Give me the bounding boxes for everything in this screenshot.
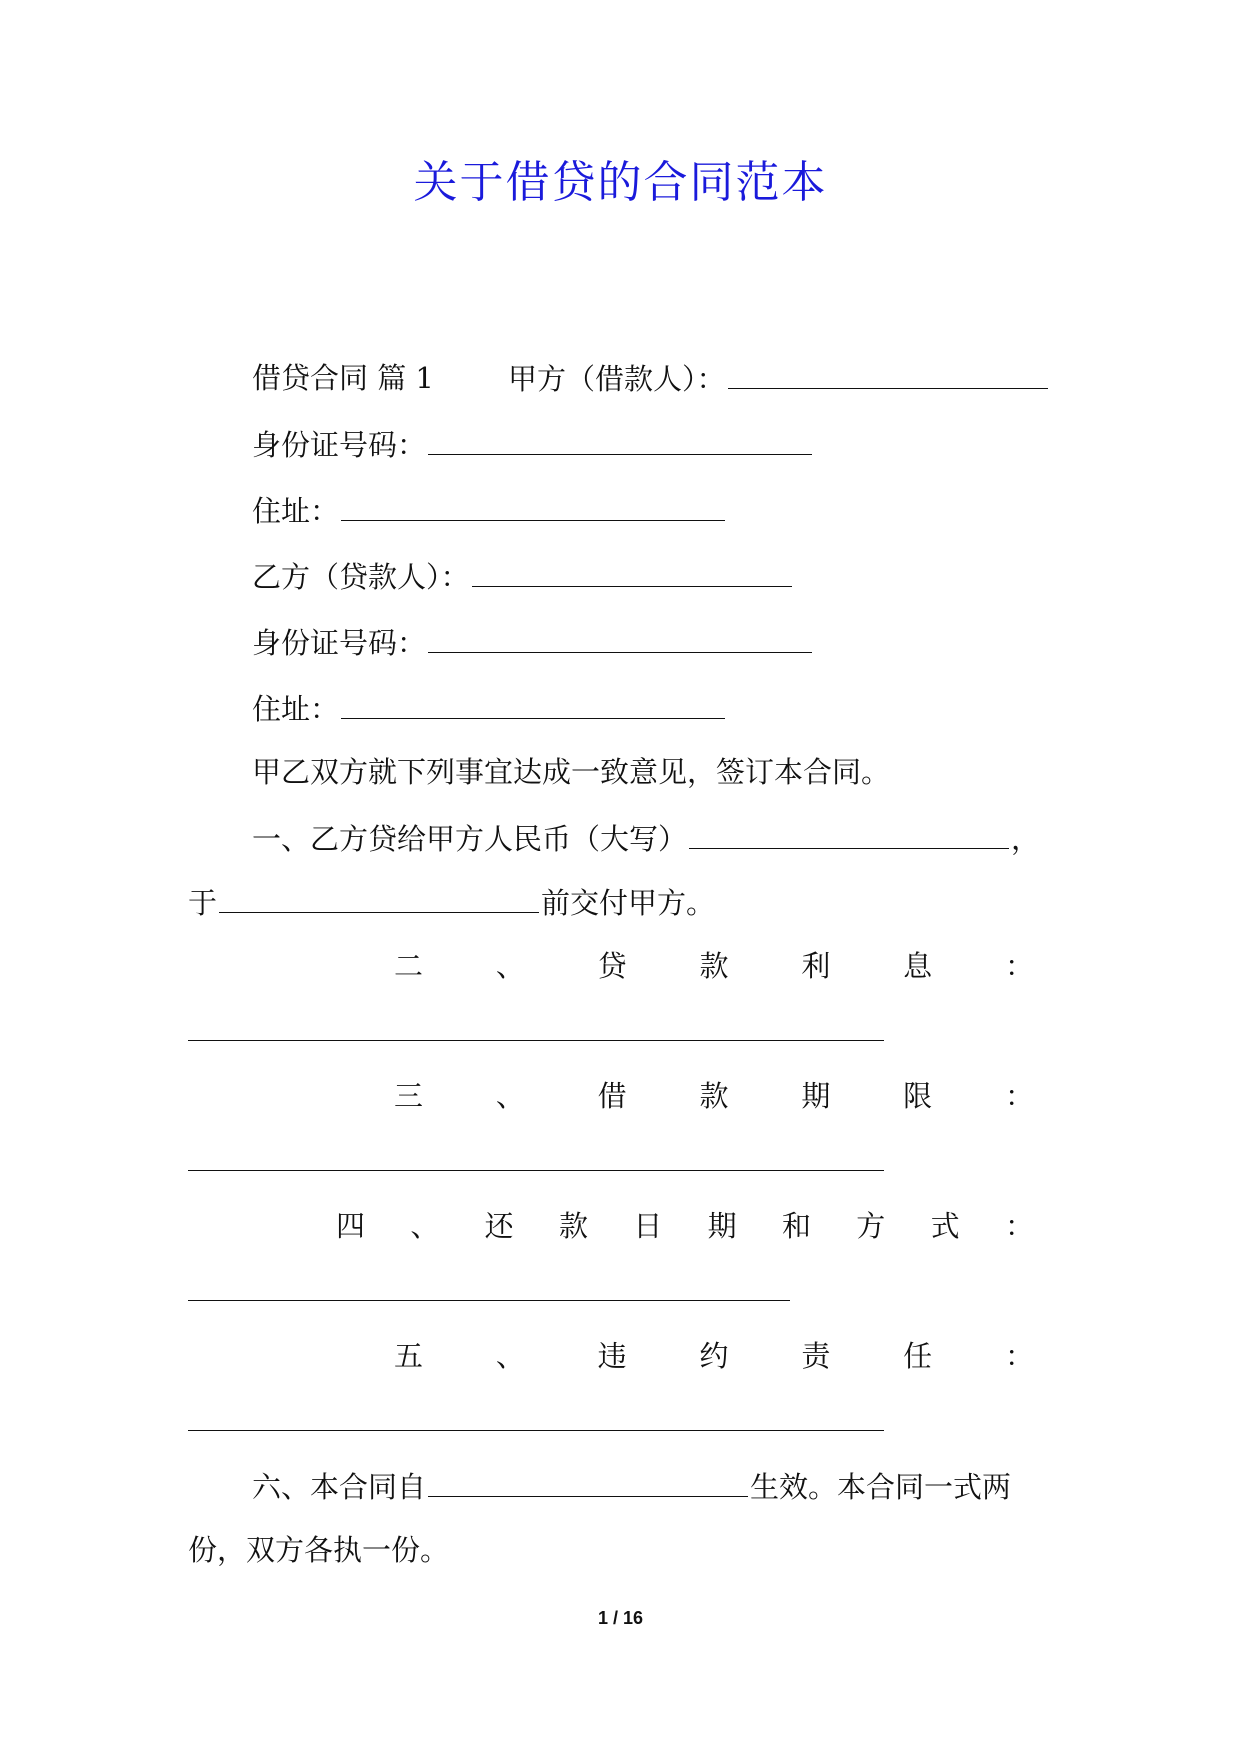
clause-1-text: 一、乙方贷给甲方人民币（大写）	[252, 822, 688, 856]
clause-char: 、	[495, 949, 525, 983]
clause-char: 、	[495, 1339, 525, 1373]
clause-char: 、	[495, 1079, 525, 1113]
interest-field[interactable]	[188, 1040, 884, 1041]
clause-char: ：	[1004, 1209, 1034, 1243]
clause-6-continued: 份，双方各执一份。	[188, 1533, 450, 1567]
page-indicator: 1 / 16	[597, 1608, 644, 1628]
clause-char: 借	[597, 1079, 627, 1113]
clause-char: 三	[394, 1079, 424, 1113]
clause-char: 式	[930, 1209, 960, 1243]
party-b-line	[252, 556, 794, 597]
effective-date-field[interactable]	[428, 1466, 748, 1497]
clause-char: 违	[597, 1339, 627, 1373]
party-b-id-field[interactable]	[428, 622, 812, 653]
clause-char: 日	[633, 1209, 663, 1243]
clause-char: 方	[856, 1209, 886, 1243]
clause-char: 任	[903, 1339, 933, 1373]
clause-char: 和	[781, 1209, 811, 1243]
party-a-address-field[interactable]	[341, 490, 725, 521]
party-a-name-field[interactable]	[728, 358, 1048, 389]
clause-char: 责	[801, 1339, 831, 1373]
clause-char: ：	[1004, 1339, 1034, 1373]
clause-2-heading	[394, 946, 1034, 986]
clause-char: 约	[699, 1339, 729, 1373]
party-b-name-field[interactable]	[472, 556, 792, 587]
party-a-label: 甲方（借款人）：	[508, 362, 726, 396]
agreement-statement: 甲乙双方就下列事宜达成一致意见，签订本合同。	[252, 755, 891, 789]
party-b-id-label: 身份证号码：	[252, 626, 427, 660]
clause-char: 五	[394, 1339, 424, 1373]
clause-char: ：	[1004, 1079, 1034, 1113]
party-a-line	[252, 358, 434, 398]
clause-1-line	[252, 818, 1040, 859]
clause-char: 款	[699, 1079, 729, 1113]
party-a-label-line	[508, 358, 1050, 399]
clause-char: 期	[707, 1209, 737, 1243]
party-a-id-field[interactable]	[428, 424, 812, 455]
clause-1-continued	[188, 882, 715, 923]
clause-char: 还	[484, 1209, 514, 1243]
clause-4-heading	[336, 1206, 1034, 1246]
document-title: 关于借贷的合同范本	[413, 157, 828, 208]
loan-term-field[interactable]	[188, 1170, 884, 1171]
clause-6-prefix: 六、本合同自	[252, 1470, 427, 1504]
contract-heading: 借贷合同 篇 1	[252, 361, 434, 395]
clause-char: 、	[410, 1209, 440, 1243]
party-b-id-line	[252, 622, 814, 663]
clause-char: 款	[699, 949, 729, 983]
party-a-id-label: 身份证号码：	[252, 428, 427, 462]
clause-char: 期	[801, 1079, 831, 1113]
breach-liability-field[interactable]	[188, 1430, 884, 1431]
clause-3-heading	[394, 1076, 1034, 1116]
clause-6-suffix: 生效。本合同一式两	[750, 1470, 1012, 1504]
clause-char: 息	[903, 949, 933, 983]
party-a-address-label: 住址：	[252, 494, 340, 528]
party-a-id-line	[252, 424, 814, 465]
party-b-address-label: 住址：	[252, 692, 340, 726]
clause-6-line	[252, 1466, 1011, 1507]
clause-char: 款	[558, 1209, 588, 1243]
repayment-field[interactable]	[188, 1300, 790, 1301]
delivery-date-field[interactable]	[219, 882, 539, 913]
clause-5-heading	[394, 1336, 1034, 1376]
clause-1-prefix: 于	[188, 886, 218, 920]
clause-char: ：	[1004, 949, 1034, 983]
clause-char: 限	[903, 1079, 933, 1113]
clause-char: 二	[394, 949, 424, 983]
party-b-label: 乙方（贷款人）：	[252, 560, 470, 594]
clause-1-suffix: 前交付甲方。	[541, 886, 716, 920]
clause-1-comma: ，	[1011, 822, 1041, 856]
party-b-address-line	[252, 688, 727, 729]
loan-amount-field[interactable]	[689, 818, 1009, 849]
party-a-address-line	[252, 490, 727, 531]
clause-char: 贷	[597, 949, 627, 983]
clause-char: 利	[801, 949, 831, 983]
clause-char: 四	[336, 1209, 366, 1243]
party-b-address-field[interactable]	[341, 688, 725, 719]
